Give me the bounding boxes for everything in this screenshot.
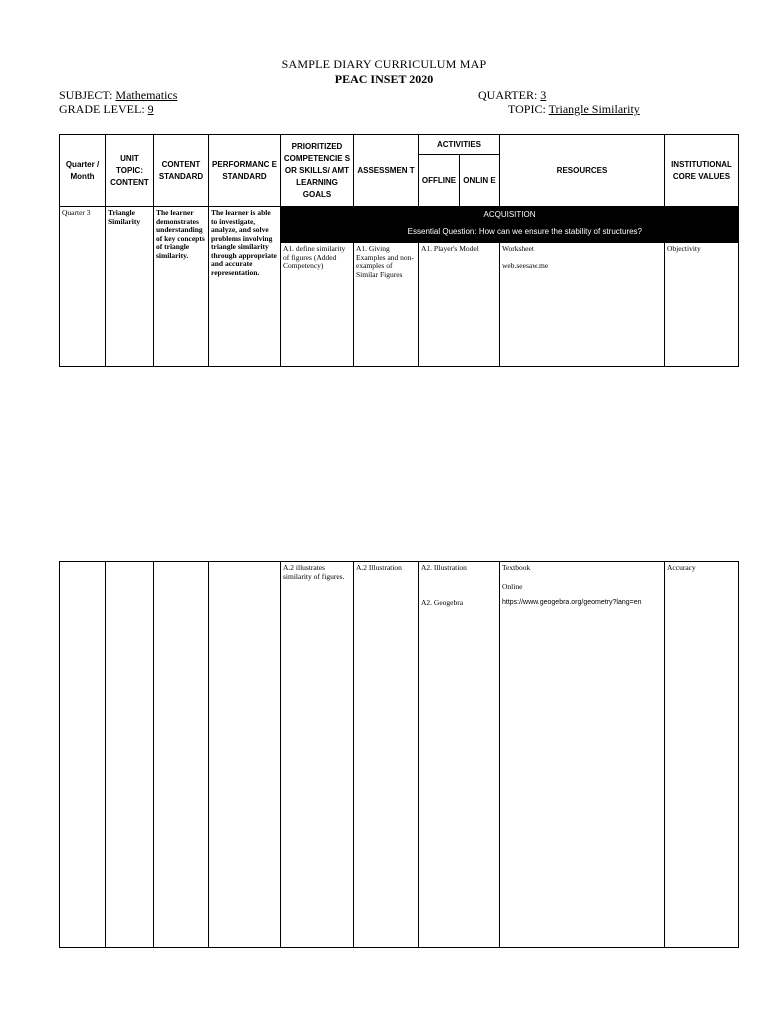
topic-value: Triangle Similarity	[548, 102, 640, 116]
header-performance-standard: PERFORMANC E STANDARD	[209, 135, 281, 207]
resource-textbook: Textbook	[502, 563, 531, 572]
grade-value: 9	[147, 102, 154, 116]
cell-empty-quarter	[60, 562, 106, 948]
acquisition-label: ACQUISITION	[483, 210, 536, 219]
cell-competency-a1: A1. define similarity of figures (Added Competency)	[281, 243, 354, 367]
topic-line	[508, 102, 640, 117]
cell-offline-a1: A1. Player's Model	[419, 243, 500, 367]
header-unit-topic: UNIT TOPIC: CONTENT	[106, 135, 154, 207]
cell-assessment-a2: A.2 Illustration	[354, 562, 419, 948]
grade-label: GRADE LEVEL:	[59, 102, 148, 116]
cell-offline-a2	[419, 562, 500, 948]
document-title: SAMPLE DIARY CURRICULUM MAP	[281, 57, 487, 71]
subject-value: Mathematics	[115, 88, 178, 102]
offline-illustration: A2. Illustration	[421, 563, 467, 572]
cell-competency-a2: A.2 illustrates similarity of figures.	[281, 562, 354, 948]
resource-seesaw: web.seesaw.me	[502, 260, 549, 270]
acquisition-banner	[281, 207, 739, 243]
header-content-standard: CONTENT STANDARD	[154, 135, 209, 207]
subject-line	[59, 88, 177, 103]
topic-label: TOPIC:	[508, 102, 549, 116]
cell-empty-unit	[106, 562, 154, 948]
cell-assessment-a1: A1. Giving Examples and non-examples of Similar Figures	[354, 243, 419, 367]
cell-quarter: Quarter 3	[60, 207, 106, 367]
resource-geogebra-link[interactable]: https://www.geogebra.org/geometry?lang=en	[502, 599, 642, 606]
essential-question: Essential Question: How can we ensure the stability of structures?	[407, 227, 643, 236]
cell-resources-a2	[500, 562, 665, 948]
document-subtitle: PEAC INSET 2020	[334, 72, 434, 86]
header-online: ONLIN E	[460, 155, 500, 207]
cell-performance-standard: The learner is able to investigate, analyze, and solve problems involving triangle similarity through appropriate and accurate representation.	[209, 207, 281, 367]
subject-label: SUBJECT:	[59, 88, 116, 102]
cell-core-value-a1: Objectivity	[665, 243, 739, 367]
curriculum-map-table-continued	[59, 561, 739, 948]
quarter-line	[478, 88, 546, 103]
cell-resources-a1	[500, 243, 665, 367]
quarter-value: 3	[540, 88, 547, 102]
cell-content-standard: The learner demonstrates understanding of key concepts of triangle similarity.	[154, 207, 209, 367]
grade-line	[59, 102, 154, 117]
header-offline: OFFLINE	[419, 155, 460, 207]
header-core-values: INSTITUTIONAL CORE VALUES	[665, 135, 739, 207]
header-quarter-month: Quarter / Month	[60, 135, 106, 207]
cell-core-value-a2: Accuracy	[665, 562, 739, 948]
header-competencies: PRIORITIZED COMPETENCIE S OR SKILLS/ AMT LEARNING GOALS	[281, 135, 354, 207]
curriculum-map-table	[59, 134, 739, 367]
cell-unit-topic: Triangle Similarity	[106, 207, 154, 367]
cell-empty-performance	[209, 562, 281, 948]
resource-online: Online	[502, 581, 523, 591]
header-activities: ACTIVITIES	[419, 135, 500, 155]
quarter-label: QUARTER:	[478, 88, 541, 102]
header-assessment: ASSESSMEN T	[354, 135, 419, 207]
offline-geogebra: A2. Geogebra	[421, 597, 464, 607]
header-resources: RESOURCES	[500, 135, 665, 207]
resource-worksheet: Worksheet	[502, 244, 534, 253]
cell-empty-content	[154, 562, 209, 948]
